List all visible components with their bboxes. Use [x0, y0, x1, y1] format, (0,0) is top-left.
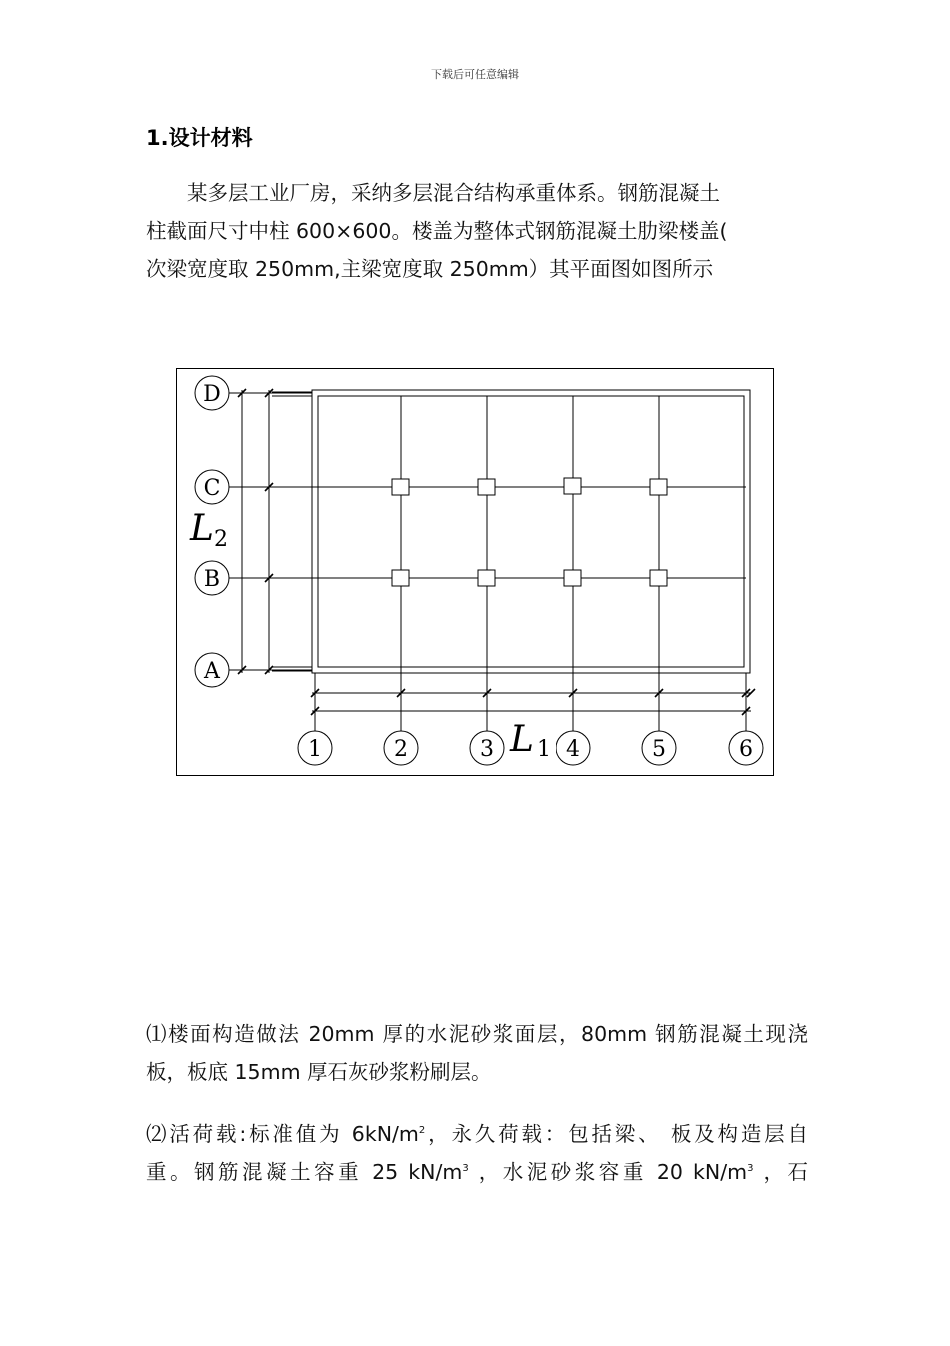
column-b5 — [650, 570, 667, 586]
label-l1-main: L — [510, 719, 534, 760]
intro-line-1: 某多层工业厂房，采纳多层混合结构承重体系。钢筋混凝土 — [187, 181, 720, 205]
column-c4 — [564, 478, 581, 494]
axis-label-4: 4 — [566, 737, 580, 762]
label-l1-sub: 1 — [537, 737, 551, 762]
item-2-line-1-sup: 2 — [418, 1125, 426, 1137]
axis-label-1: 1 — [308, 737, 322, 762]
section-title: 1.设计材料 — [146, 126, 253, 150]
column-b3 — [478, 570, 495, 586]
item-2-line-2-sup-2: 3 — [747, 1163, 754, 1175]
label-l2-main: L — [190, 508, 214, 549]
item-2-line-2-c: ，石 — [753, 1160, 808, 1184]
item-2-line-2 — [146, 1153, 808, 1191]
axis-label-2: 2 — [394, 737, 408, 762]
column-c2 — [392, 479, 409, 495]
axis-label-3: 3 — [480, 737, 494, 762]
label-l2-sub: 2 — [214, 527, 228, 552]
figure-frame — [177, 369, 774, 776]
intro-line-3: 次梁宽度取 250mm,主梁宽度取 250mm）其平面图如图所示 — [146, 257, 714, 281]
axis-bubble-1 — [298, 731, 332, 765]
item-2-line-1-b: ，永久荷载：包括梁、 板及构造层自 — [425, 1122, 808, 1146]
axis-bubble-5 — [642, 731, 676, 765]
axis-label-5: 5 — [652, 737, 666, 762]
axis-bubble-6 — [729, 731, 763, 765]
item-2-paragraph — [146, 1115, 808, 1191]
header-note: 下载后可任意编辑 — [431, 68, 519, 81]
item-1-line-2: 板，板底 15mm 厚石灰砂浆粉刷层。 — [146, 1060, 492, 1084]
axis-label-6: 6 — [739, 737, 753, 762]
axis-bubble-4 — [556, 731, 590, 765]
item-2-line-1-a: ⑵活荷载:标准值为 6kN/m — [146, 1122, 419, 1146]
axis-bubble-c — [195, 470, 229, 504]
column-c5 — [650, 479, 667, 495]
item-2-line-2-a: 重。钢筋混凝土容重 25 kN/m — [146, 1160, 463, 1184]
axis-label-b: B — [203, 567, 221, 592]
item-2-line-2-sup-1: 3 — [462, 1163, 469, 1175]
floor-plan-svg — [176, 368, 774, 776]
axis-bubble-2 — [384, 731, 418, 765]
axis-bubble-3 — [470, 731, 504, 765]
axis-bubble-d — [195, 376, 229, 410]
item-2-line-1 — [146, 1115, 808, 1153]
item-2-line-2-b: ，水泥砂浆容重 20 kN/m — [468, 1160, 748, 1184]
column-c3 — [478, 479, 495, 495]
column-b2 — [392, 570, 409, 586]
intro-line-2: 柱截面尺寸中柱 600×600。楼盖为整体式钢筋混凝土肋梁楼盖( — [146, 219, 728, 243]
item-1-line-1: ⑴楼面构造做法 20mm 厚的水泥砂浆面层，80mm 钢筋混凝土现浇 — [146, 1022, 808, 1046]
axis-bubble-a — [195, 653, 229, 687]
column-b4 — [564, 570, 581, 586]
axis-label-c: C — [203, 476, 221, 501]
label-l1 — [509, 718, 556, 762]
axis-label-d: D — [203, 382, 221, 407]
item-1-paragraph — [146, 1015, 808, 1091]
axis-label-a: A — [204, 659, 220, 684]
floor-plan-figure — [176, 368, 774, 780]
intro-paragraph — [146, 174, 808, 288]
axis-bubble-b — [195, 561, 229, 595]
